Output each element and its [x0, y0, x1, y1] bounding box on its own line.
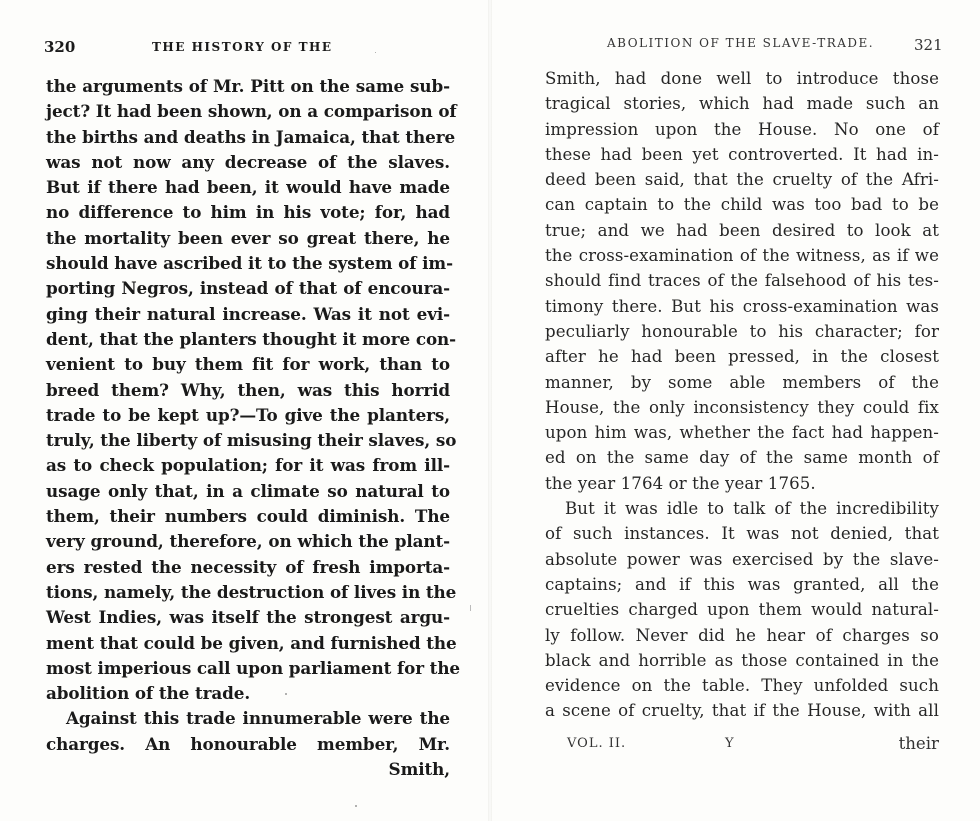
text-line: was not now any decrease of the slaves. [46, 151, 450, 172]
text-line: abolition of the trade. [46, 683, 251, 704]
text-line: captains; and if this was granted, all the [545, 574, 939, 594]
text-line: very ground, therefore, on which the plant- [46, 531, 450, 552]
text-line: deed been said, that the cruelty of the Afri- [545, 170, 939, 190]
ink-speck [285, 693, 287, 695]
text-line: evidence on the table. They unfolded such [545, 676, 939, 696]
text-line: of such instances. It was not denied, that [545, 524, 939, 544]
text-line: manner, by some able members of the [545, 372, 939, 392]
left-body-text [46, 74, 461, 782]
text-line: But if there had been, it would have made [46, 177, 450, 198]
text-line: no difference to him in his vote; for, had [46, 202, 450, 223]
text-line: But it was idle to talk of the incredibility [565, 499, 939, 519]
text-line: cruelties charged upon them would natural- [545, 600, 939, 620]
text-line: ject? It had been shown, on a comparison of [46, 101, 457, 122]
text-line: the arguments of Mr. Pitt on the same sub- [46, 76, 450, 96]
text-line: as to check population; for it was from ill- [46, 455, 450, 476]
text-line: ging their natural increase. Was it not evi- [46, 303, 450, 324]
right-body-text [545, 66, 939, 753]
text-line: the mortality been ever so great there, he [46, 227, 450, 248]
text-line: a scene of cruelty, that if the House, with all [545, 701, 939, 721]
text-line: impression upon the House. No one of [545, 119, 939, 139]
text-line: trade to be kept up?—To give the planters, [46, 404, 450, 425]
text-line: venient to buy them fit for work, than to [46, 354, 450, 375]
text-line: absolute power was exercised by the slave- [545, 549, 939, 569]
text-line: after he had been pressed, in the closest [545, 347, 939, 367]
ink-speck [470, 605, 471, 611]
catchword-left: Smith, [388, 759, 450, 780]
text-line: black and horrible as those contained in the [545, 650, 939, 670]
page-number-right: 321 [914, 36, 943, 54]
text-line: Smith, had done well to introduce those [545, 69, 939, 88]
text-line: tragical stories, which had made such an [545, 94, 939, 114]
text-line: West Indies, was itself the strongest argu- [46, 607, 450, 628]
text-line: breed them? Why, then, was this horrid [46, 379, 450, 400]
text-line: truly, the liberty of misusing their slaves, so [46, 430, 457, 451]
volume-signature: VOL. II. [567, 736, 627, 751]
text-line: most imperious call upon parliament for the [46, 657, 461, 678]
text-line: true; and we had been desired to look at [545, 220, 939, 240]
text-line: House, the only inconsistency they could fix [545, 397, 939, 417]
running-head-left: THE HISTORY OF THE [152, 40, 333, 54]
signature-mark: Y [725, 736, 735, 751]
text-line: the year 1764 or the year 1765. [545, 473, 816, 493]
text-line: these had been yet controverted. It had in- [545, 144, 939, 164]
text-line: should find traces of the falsehood of his tes- [545, 271, 939, 291]
text-line: upon him was, whether the fact had happen- [545, 423, 939, 443]
text-line: ment that could be given, and furnished the [46, 632, 457, 653]
text-line: can captain to the child was too bad to be [545, 195, 939, 215]
text-line: ed on the same day of the same month of [545, 448, 939, 468]
text-line: tions, namely, the destruction of lives in the [46, 581, 457, 602]
ink-speck [375, 52, 376, 53]
text-line: peculiarly honourable to his character; for [545, 321, 939, 341]
text-line: ly follow. Never did he hear of charges so [545, 625, 939, 645]
text-line: the cross-examination of the witness, as if we [545, 246, 939, 266]
page-number-left: 320 [44, 38, 76, 56]
text-line: ers rested the necessity of fresh importa- [46, 556, 450, 577]
text-line: porting Negros, instead of that of encoura- [46, 278, 450, 299]
text-line: dent, that the planters thought it more con- [46, 328, 457, 349]
text-line: Against this trade innumerable were the [66, 708, 450, 729]
text-line: the births and deaths in Jamaica, that there [46, 126, 456, 147]
text-line: them, their numbers could diminish. The [46, 506, 450, 527]
text-line: charges. An honourable member, Mr. [46, 733, 450, 754]
text-line: should have ascribed it to the system of im- [46, 253, 453, 274]
text-line: timony there. But his cross-examination was [545, 296, 939, 316]
text-line: usage only that, in a climate so natural to [46, 480, 450, 501]
catchword-right: their [898, 734, 939, 753]
running-head-right: ABOLITION OF THE SLAVE-TRADE. [607, 36, 875, 50]
page-footer [545, 736, 939, 756]
ink-speck [355, 805, 357, 807]
